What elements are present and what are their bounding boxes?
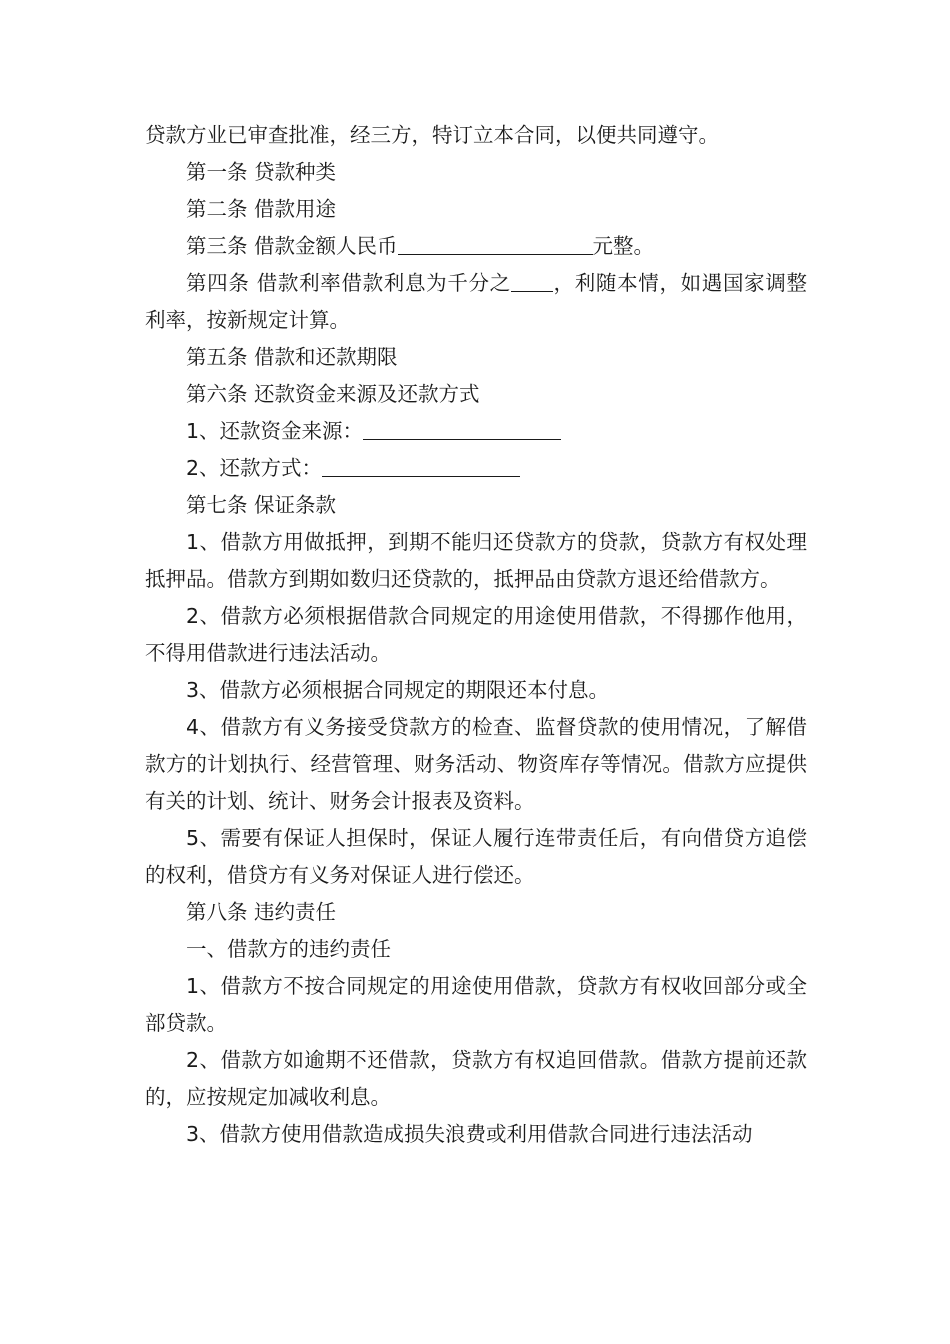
fill-in-blank-line bbox=[322, 454, 520, 477]
fill-in-blank-line bbox=[398, 232, 593, 255]
paragraph: 1、借款方用做抵押，到期不能归还贷款方的贷款，贷款方有权处理抵押品。借款方到期如数归还贷款的，抵押品由贷款方退还给借款方。 bbox=[145, 530, 807, 591]
paragraph-text-segment: 2、还款方式： bbox=[186, 456, 323, 480]
paragraph: 4、借款方有义务接受贷款方的检查、监督贷款的使用情况，了解借款方的计划执行、经营管理、财务活动、物资库存等情况。借款方应提供有关的计划、统计、财务会计报表及资料。 bbox=[145, 715, 807, 813]
paragraph: 2、借款方必须根据借款合同规定的用途使用借款，不得挪作他用，不得用借款进行违法活动。 bbox=[145, 604, 807, 665]
paragraph bbox=[145, 228, 807, 265]
paragraph: 3、借款方必须根据合同规定的期限还本付息。 bbox=[186, 678, 610, 702]
document-body bbox=[145, 117, 807, 1153]
paragraph: 一、借款方的违约责任 bbox=[186, 937, 391, 961]
paragraph-text-segment: ，利随本情，如遇国家调整利率，按新规定计算。 bbox=[145, 271, 808, 332]
paragraph: 第八条 违约责任 bbox=[186, 900, 337, 924]
paragraph bbox=[145, 450, 807, 487]
paragraph: 第一条 贷款种类 bbox=[186, 160, 337, 184]
paragraph-text-segment: 第三条 借款金额人民币 bbox=[186, 234, 398, 258]
paragraph: 贷款方业已审查批准，经三方，特订立本合同，以便共同遵守。 bbox=[145, 123, 719, 147]
paragraph-text-segment: 1、还款资金来源： bbox=[186, 419, 364, 443]
paragraph: 2、借款方如逾期不还借款，贷款方有权追回借款。借款方提前还款的，应按规定加减收利息。 bbox=[145, 1048, 807, 1109]
paragraph bbox=[145, 413, 807, 450]
paragraph bbox=[145, 265, 807, 339]
paragraph: 3、借款方使用借款造成损失浪费或利用借款合同进行违法活动 bbox=[186, 1122, 753, 1146]
fill-in-blank-line bbox=[511, 269, 553, 292]
paragraph-text-segment: 第四条 借款利率借款利息为千分之 bbox=[186, 271, 511, 295]
paragraph: 5、需要有保证人担保时，保证人履行连带责任后，有向借贷方追偿的权利，借贷方有义务对保证人进行偿还。 bbox=[145, 826, 807, 887]
paragraph: 第七条 保证条款 bbox=[186, 493, 337, 517]
paragraph: 第五条 借款和还款期限 bbox=[186, 345, 398, 369]
paragraph: 第六条 还款资金来源及还款方式 bbox=[186, 382, 480, 406]
paragraph-text-segment: 元整。 bbox=[592, 234, 655, 258]
paragraph: 第二条 借款用途 bbox=[186, 197, 337, 221]
fill-in-blank-line bbox=[363, 417, 561, 440]
paragraph: 1、借款方不按合同规定的用途使用借款，贷款方有权收回部分或全部贷款。 bbox=[145, 974, 807, 1035]
